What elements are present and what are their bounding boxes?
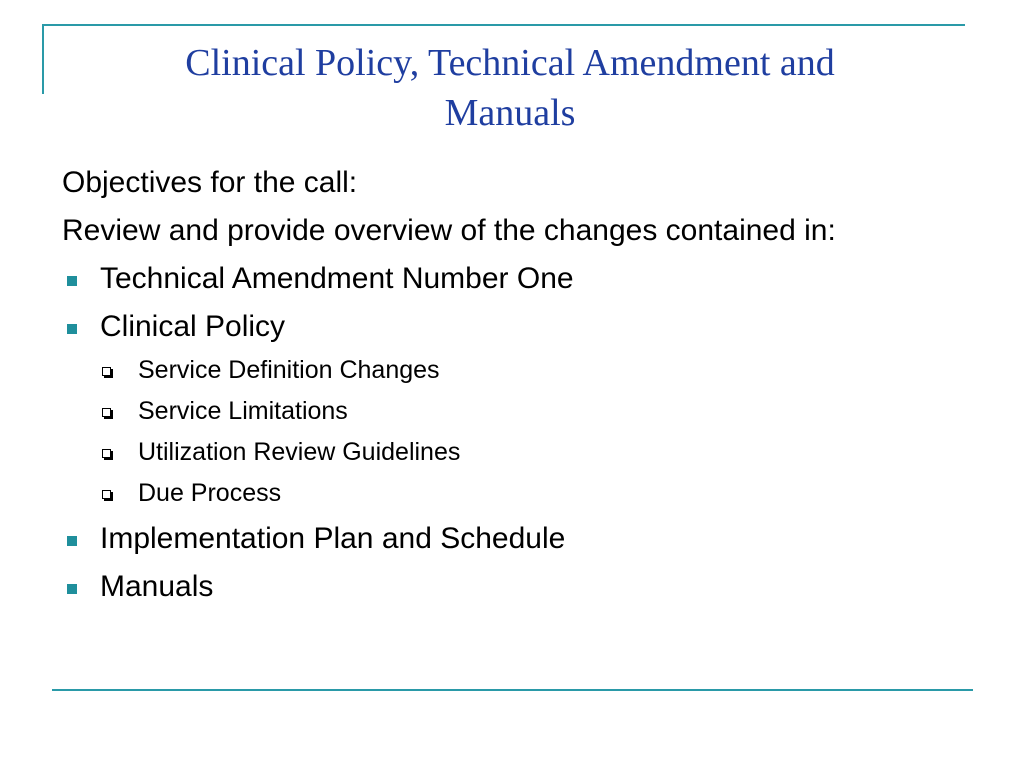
title-line-1: Clinical Policy, Technical Amendment and — [185, 42, 835, 84]
sub-list-item-label: Due Process — [138, 479, 282, 507]
intro-text: Objectives for the call: — [62, 166, 358, 199]
sub-list-item-label: Service Limitations — [138, 397, 348, 425]
hollow-square-bullet-icon — [102, 367, 111, 376]
slide-title — [80, 38, 940, 138]
sub-bullet-list — [100, 355, 962, 508]
sub-list-item — [100, 478, 962, 508]
top-rule — [42, 24, 965, 26]
list-item — [62, 262, 962, 296]
hollow-square-bullet-icon — [102, 449, 111, 458]
hollow-square-bullet-icon — [102, 408, 111, 417]
sub-list-item — [100, 437, 962, 467]
intro-text-2: Review and provide overview of the changes contained in: — [62, 214, 836, 247]
square-bullet-icon — [67, 536, 77, 546]
list-item — [62, 570, 962, 604]
list-item — [62, 522, 962, 556]
square-bullet-icon — [67, 276, 77, 286]
list-item-label: Manuals — [100, 570, 214, 603]
sub-list-item-label: Utilization Review Guidelines — [138, 438, 461, 466]
list-item-label: Implementation Plan and Schedule — [100, 522, 566, 555]
sub-list-item — [100, 355, 962, 385]
title-line-2: Manuals — [444, 92, 576, 134]
list-item — [62, 310, 962, 508]
sub-list-item-label: Service Definition Changes — [138, 356, 440, 384]
hollow-square-bullet-icon — [102, 490, 111, 499]
list-item-label: Technical Amendment Number One — [100, 262, 574, 295]
slide-body — [62, 166, 962, 604]
bottom-rule — [52, 689, 973, 691]
square-bullet-icon — [67, 324, 77, 334]
bullet-list — [62, 262, 962, 604]
square-bullet-icon — [67, 584, 77, 594]
left-rule — [42, 24, 44, 94]
list-item-label: Clinical Policy — [100, 310, 286, 343]
sub-list-item — [100, 396, 962, 426]
